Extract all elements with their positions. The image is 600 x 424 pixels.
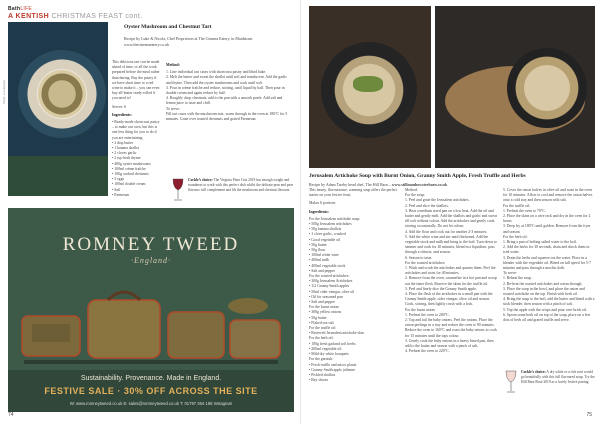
ingredient-item: • Parmesan [112,192,130,197]
ingredient-item: • Ready-made shortcrust pastry – to make our own, but this is one less thing for you to do if you are entertaining [112,120,160,140]
method-step: 4. Place the flesh of the artichokes in a small pan with the Granny Smith apple, cider vinegar, olive oil and season. Cook, stirring, then lightly crush with a fork. [405,292,493,307]
ingredient-item: • 200ml vegetable oil [309,346,342,351]
ingredient-item: • 2 tbsp butter [112,140,134,145]
recipe-intro: This hearty, flavoursome, warming soup offers the perfect starter on your festive feast. [309,188,398,198]
ingredients-column [309,188,399,383]
ingredient-item: • Salt [112,187,121,192]
wine-tip-label: Cockle’s choice: [521,370,546,374]
garnish-graphic [353,76,383,92]
method-step: 2. Top and tail the baby onions. Peel the onions. Place the onion peelings in a tray and reduce the oven to 90 minutes. Reduce the oven to 160°C and roast the baby onions to cook for 15 minutes until the tops colour. [405,318,497,338]
method-step: 4. Roughly chop chestnuts, add to the pan with a smooth purée. Add salt and lemon juice to taste and chill. [166,96,283,106]
ingredient-item: • Bay shoots [309,378,329,383]
ingredient-item: • Fresh truffle and micro plants [309,362,357,367]
recipe-credit: Recipe by Luke & Nicola, Chef Proprietors at The Cinema Eatery, in Maidstone. www.thecinemaeatery.co.uk [124,36,254,47]
ingredient-item: • Good vegetable oil [309,237,341,242]
method-step: 1. Preheat the oven to 200°C. [405,312,450,317]
ingredient-item: • 2 cloves garlic [112,151,137,156]
ingredient-item: • 400ml milk [309,258,329,263]
ingredient-item: • Oil for seasoned pan [309,294,343,299]
ingredient-item: • Mild dry white bouquets [309,352,349,357]
soup-photo-board [435,6,595,168]
recipe-intro: This delicious tart can be made ahead of time, or all the work prepared before the meal rather than during. Bay the pastry if we have short time or a red wine to make it – you can even buy all-butter ready-rolled if you need to! [112,60,160,101]
section-title [8,13,143,20]
wine-tip-text [188,178,294,192]
ingredient-item: • Reserved Jerusalem artichoke skin [309,331,364,336]
ingredient-item: • 1 clove garlic, crushed [309,232,346,237]
ingredient-item: • Salt and pepper [309,300,335,305]
method-step: 3. Gently cook the baby onions in a heavy based pan, then add to the butter and season with a pinch of salt. [405,338,494,349]
ingredient-item: • Salt and pepper [309,268,335,273]
recipe-serves: Serves: 6 [112,104,127,109]
ingredient-item: • 100g fresh garland soft herbs [309,341,356,346]
ingredient-item: • 50ml cider vinegar, olive oil [309,289,355,294]
ingredient-item: • Granny Smith apple julienne [309,367,356,372]
method-step: 1. Reheat the soup. [503,276,532,281]
method-step: To serve: [503,271,517,276]
method-step: 3. Drain the herbs and squeeze out the water. Place in a blender with the vegetable oil. Blend on full speed for 5-7 minutes and pass through a muslin cloth. [503,255,592,271]
wine-glass-icon [503,370,519,394]
advert-footer [8,370,294,412]
recipe-serves: Makes 6 portions [309,201,336,206]
ingredients-list [112,120,160,198]
ingredient-item: • 50g banana shallots [309,227,342,232]
method-step: For the roasted artichokes: [405,260,446,265]
soup-bowl-graphic [507,48,587,128]
recipe-title: Jerusalem Artichoke Soup with Burnt Onion, Granny Smith Apple, Fresh Truffle and Herbs [309,173,526,179]
method-list [166,70,292,122]
recipe-intro-column [112,60,160,198]
ingredient-item: For the roasted artichokes: [309,274,350,279]
wine-tip-label: Cockle’s choice: [188,178,213,182]
method-step: Method: [405,188,418,192]
advert-tagline: Sustainability. Provenance. Made in England. [80,375,222,382]
method-step: 2. Re-heat the roasted artichokes and warm through. [503,281,583,286]
ingredient-item: • 400g oyster mushrooms [112,161,151,166]
method-list [405,188,497,355]
method-step: 6. Spoon some herb oil on top of the soup, place on a few dots of herb oil and grated truffle and serve. [503,312,591,323]
method-step: 5. Add the white wine and stir until thickened. Add the vegetable stock and milk and bring to the boil. Turn down to simmer and cook for 20 minutes, blend in a liquidiser, pass through a chinois, and season. [405,234,497,255]
ingredient-item: • 300g yellow onions [309,310,342,315]
section-title-primary: A KENTISH [8,13,50,20]
method-list-continued [503,188,595,323]
wine-tip [170,178,294,204]
ingredient-item: For the truffle oil: [309,326,337,331]
method-step: 1. Bring a pan of boiling salted water to the boil. [503,240,577,245]
ingredient-item: • 2 tsp fresh thyme [112,156,141,161]
wine-glass-icon [170,178,186,202]
ingredient-item: • 300g Jerusalem Artichokes [309,279,353,284]
method-step: 3. Place the soup in the bowl, and place the onion and roasted artichoke on the top. Finish with herb oil. [503,286,585,297]
method-step: 1. Peel and grate the Jerusalem artichokes. [405,198,470,203]
ingredient-item: • 100g cooked chestnuts [112,172,149,177]
section-title-secondary: CHRISTMAS FEAST [51,13,124,20]
ingredient-item: • 400ml vegetable stock [309,263,346,268]
ingredient-item: For the garnish: [309,357,334,362]
ingredient-item: For the herb oil: [309,336,334,341]
advert-country: ·England· [130,256,172,265]
ingredient-item: • 1 banana shallot [112,146,139,151]
method-step: 3. Deep fry at 180°C until golden. Remove from the fryer and season. [503,224,591,234]
recipe-header [309,173,595,187]
photo-credit: Photo: Jo Carpenter [2,80,6,104]
method-step: 1. Preheat the oven to 70°C. [503,208,546,213]
tart-graphic [38,70,86,118]
method-heading: Method: [166,63,180,67]
recipe-credit [309,182,595,187]
right-page [300,0,600,424]
method-step: 2. Add the herbs for 30 seconds, drain and shock them in iced water. [503,245,590,255]
ingredient-item: • 50g butter [309,315,327,320]
ingredients-list [309,217,399,384]
recipe-header [124,24,294,47]
method-step: To serve: [166,106,180,111]
section-title-tag: cont. [125,13,143,20]
romney-tweed-advert [8,208,294,412]
method-step: 5. Top the apple with the crisps and pour over brick oil. [503,307,588,312]
method-step: 2. Remove from the oven, caramelise in a hot pan and scoop out the inner flesh. Reserve the skins for the truffle oil. [405,276,497,286]
advert-brand: ROMNEY TWEED [62,234,240,255]
method-step: For the burnt onion: [405,307,436,312]
method-step: 4. Bring the soup to the boil, add the butter and blend with a stick blender, then season with a pinch of salt. [503,297,595,307]
method-step: 4. Preheat the oven to 220°C. [405,349,450,354]
method-step: For the truffle oil: [503,203,531,208]
method-step: For the herb oil: [503,234,528,239]
tweed-bags-image [18,286,284,368]
method-step: 5. Cover the onion halves in olive oil and roast in the oven for 10 minutes. Allow to cool and remove the onion halves onto a cold tray and then season with salt. [503,188,593,203]
soup-photo-top [309,6,431,168]
method-step: 3. Heat a medium sized pan on a low heat. Add the oil and butter and gently melt. Add the shallots and garlic and sweat till soft without colour. Add the artichokes and gently cook stirring occasionally. Do not let colour. [405,208,497,229]
magazine-brand-suffix: LIFE [20,6,33,12]
recipe-title: Oyster Mushroom and Chestnut Tart [124,24,212,30]
recipe-credit-text: Recipe by Adam Tarrby head chef, The Hill Barn – [309,182,391,187]
method-step: 2. Melt the butter and sweat the shallot until soft and translucent. Add the garlic and thyme. Then add the oyster mushrooms and cook until soft. [166,75,288,85]
recipe-website-link[interactable]: www.stillmanhowsterbarn.co.uk [391,182,448,187]
advert-contact: W: www.romneytweed.co.uk E: sales@romneytweed.co.uk T: 01797 364 198 Instagram [69,401,233,406]
ingredient-item: • 100ml white wine [309,253,339,258]
page-number-right: 75 [586,412,592,418]
method-column-continued [503,188,595,323]
wine-tip-text [521,370,595,384]
ingredient-item: • 100ml crème fraîche [112,166,146,171]
magazine-header [8,6,32,12]
method-column [166,60,292,122]
method-step: 2. Peel and slice the shallots. [405,203,449,208]
method-step: 2. Place the skins on a wire rack and dry in the oven for 2 hours. [503,214,591,224]
wine-tip [503,370,595,410]
ingredient-item: • Flaked sea salt [309,320,334,325]
method-step: Fill tart cases with the mushroom mix, warm through in the oven at 180°C for 5 minutes. Grate over toasted chestnuts and grated Parmesan. [166,111,288,122]
magazine-brand: Bath [8,6,21,12]
ingredient-item: • 50g butter [309,242,327,247]
ingredient-item: For the burnt onion: [309,305,340,310]
method-step: 1. Line individual tart cases with shortcrust pastry and blind bake. [166,70,267,75]
method-step: For the soup: [405,193,426,198]
method-step: 6. Season to taste. [405,255,433,260]
ingredient-item: • 500g Jerusalem artichokes [309,222,352,227]
method-step: 3. Pour in crème fraîche and reduce, stirring, until liquid by half. Then pour in double cream and again reduce by half. [166,85,285,96]
wine-tip-body: The Virginia Pinot Gris 2019 has enough weight and roundness to work with this perfect dish whilst the delicate pear and pear flavours will complement and lift the mushroom and chestnut flavours. [188,178,293,192]
method-column [405,188,497,355]
page-number-left: 74 [8,412,14,418]
method-step: 3. Peel and finely dice the Granny Smith apple. [405,286,477,291]
ingredients-heading: Ingredients: [309,209,329,214]
ingredient-item: For the Jerusalem artichoke soup: [309,216,361,221]
method-step: 1. Wash and scrub the artichokes and quarter them. Peel the artichokes and roast for 40 minutes. [405,266,496,276]
ingredient-item: • 50g flour [309,248,326,253]
ingredient-item: • Pickled shallots [309,372,336,377]
wine-tip-body: A dry white or a rich rosé would go beautifully with this full flavoured soup. Try the Hill Barn Rosé 2019 as a lovely festive pairing. [521,370,595,384]
ingredients-heading: Ingredients: [112,112,132,117]
ingredient-item: • 3 eggs [112,177,125,182]
ingredient-item: • 100ml double cream [112,182,146,187]
tart-photo [8,22,108,196]
tablecloth-graphic [8,156,108,196]
advert-sale: FESTIVE SALE · 30% OFF ACROSS THE SITE [44,386,258,396]
ingredient-item: • 1/2 Granny Smith apples [309,284,350,289]
method-step: 4. Add the flour and cook out for another 2-3 minutes. [405,229,488,234]
